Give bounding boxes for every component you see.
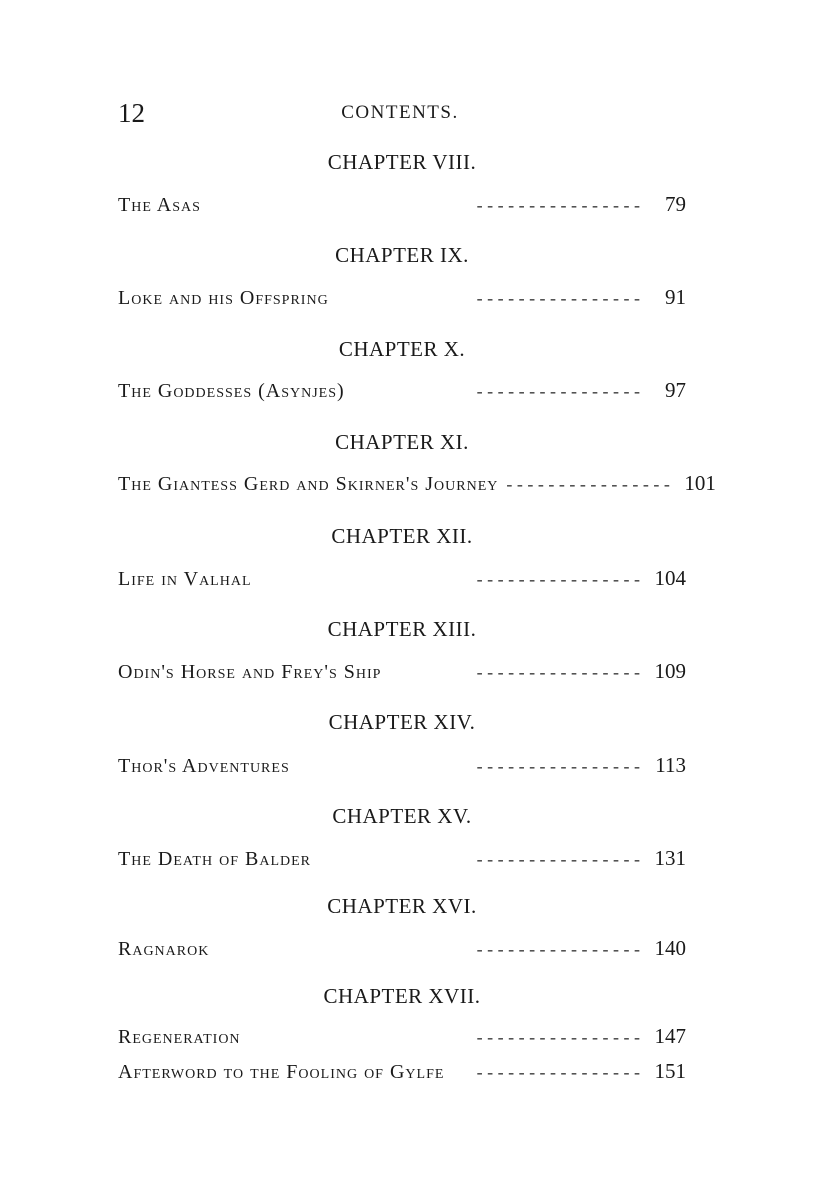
entry-title: The Giantess Gerd and Skirner's Journey (118, 473, 499, 495)
chapter-heading: CHAPTER XVII. (323, 984, 481, 1008)
dot-leader: - - - - - - - - - - - - - - - - (476, 756, 640, 776)
entry-title: Loke and his Offspring (118, 287, 329, 309)
chapter-heading: CHAPTER XVI. (327, 894, 477, 918)
chapter-heading: CHAPTER XIV. (328, 710, 476, 734)
toc-entry[interactable] (118, 933, 686, 963)
toc-entry[interactable] (118, 563, 686, 593)
entry-title: Life in Valhal (118, 568, 252, 590)
entry-title: The Goddesses (Asynjes) (118, 380, 345, 402)
entry-page-number: 97 (665, 378, 686, 402)
dot-leader: - - - - - - - - - - - - - - - - (476, 1062, 640, 1082)
toc-entry[interactable] (118, 1056, 686, 1086)
dot-leader: - - - - - - - - - - - - - - - - (476, 1027, 640, 1047)
toc-entry[interactable] (118, 375, 686, 405)
dot-leader: - - - - - - - - - - - - - - - - (476, 381, 640, 401)
page-number: 12 (118, 98, 145, 128)
entry-title: Odin's Horse and Frey's Ship (118, 661, 382, 683)
toc-entry[interactable] (118, 656, 686, 686)
dot-leader: - - - - - - - - - - - - - - - - (476, 939, 640, 959)
dot-leader: - - - - - - - - - - - - - - - - (476, 662, 640, 682)
entry-title: The Asas (118, 194, 201, 216)
entry-page-number: 131 (654, 846, 686, 870)
dot-leader: - - - - - - - - - - - - - - - - (476, 569, 640, 589)
entry-page-number: 101 (684, 471, 716, 495)
toc-entry[interactable] (118, 189, 686, 219)
dot-leader: - - - - - - - - - - - - - - - - (476, 288, 640, 308)
chapter-heading: CHAPTER VIII. (327, 150, 477, 174)
toc-entry[interactable] (118, 750, 686, 780)
entry-title: Afterword to the Fooling of Gylfe (118, 1061, 445, 1083)
entry-title: The Death of Balder (118, 848, 311, 870)
running-head (118, 96, 686, 130)
running-title: CONTENTS. (341, 102, 459, 123)
entry-page-number: 140 (654, 936, 686, 960)
chapter-heading: CHAPTER XV. (332, 804, 472, 828)
toc-entry[interactable] (118, 282, 686, 312)
chapter-heading: CHAPTER XI. (335, 430, 469, 454)
chapter-heading: CHAPTER X. (338, 337, 466, 361)
dot-leader: - - - - - - - - - - - - - - - - (476, 849, 640, 869)
entry-page-number: 113 (655, 753, 686, 777)
entry-page-number: 109 (654, 659, 686, 683)
chapter-heading: CHAPTER XIII. (327, 617, 477, 641)
toc-entry[interactable] (118, 1021, 686, 1051)
entry-title: Ragnarok (118, 938, 210, 960)
entry-page-number: 147 (654, 1024, 686, 1048)
chapter-heading: CHAPTER XII. (331, 524, 473, 548)
toc-entry[interactable] (118, 843, 686, 873)
entry-page-number: 79 (665, 192, 686, 216)
entry-title: Regeneration (118, 1026, 241, 1048)
chapter-heading: CHAPTER IX. (335, 243, 469, 267)
entry-page-number: 91 (665, 285, 686, 309)
toc-entry[interactable] (118, 468, 716, 498)
entry-page-number: 151 (654, 1059, 686, 1083)
dot-leader: - - - - - - - - - - - - - - - - (476, 195, 640, 215)
entry-title: Thor's Adventures (118, 755, 290, 777)
dot-leader: - - - - - - - - - - - - - - - - (506, 474, 670, 494)
entry-page-number: 104 (654, 566, 686, 590)
